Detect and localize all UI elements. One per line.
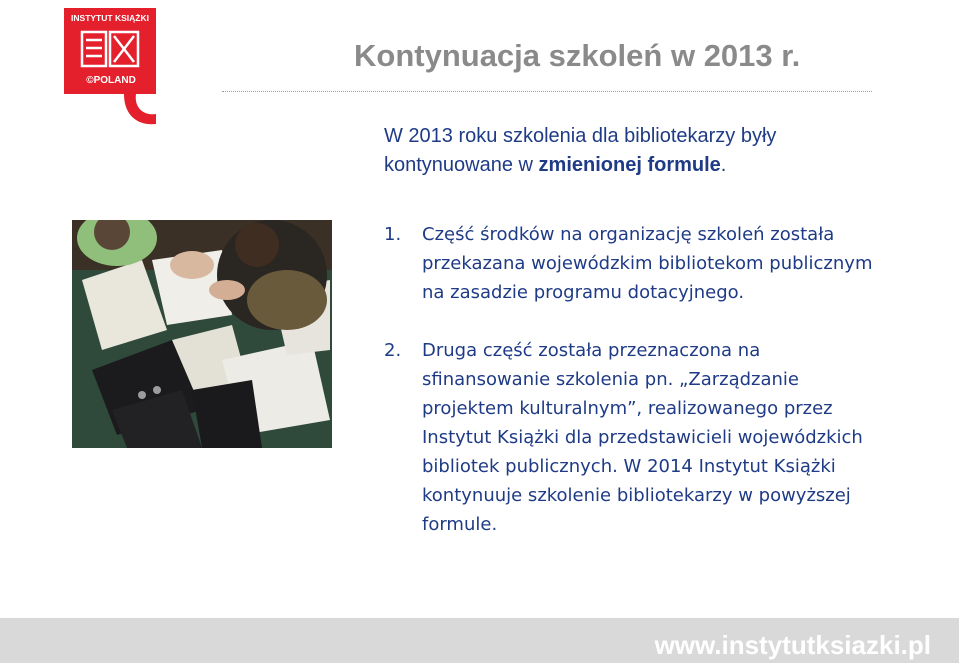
slide-title: Kontynuacja szkoleń w 2013 r.	[354, 38, 801, 73]
intro-text-part1: W 2013 roku szkolenia dla bibliotekarzy były kontynuowane w	[384, 125, 777, 176]
title-divider	[222, 91, 872, 92]
intro-text-part2: .	[720, 154, 727, 176]
footer-bar	[0, 618, 959, 663]
footer-url: www.instytutksiazki.pl	[654, 630, 931, 660]
list-item-number: 1.	[384, 224, 402, 245]
numbered-list	[384, 220, 874, 539]
intro-paragraph	[384, 122, 844, 180]
instytut-ksiazki-logo	[64, 8, 156, 132]
workshop-photo	[72, 220, 332, 448]
logo-graphic	[64, 8, 156, 132]
list-item-text: Część środków na organizację szkoleń została przekazana wojewódzkim bibliotekom publicznym na zasadzie programu dotacyjnego.	[422, 224, 873, 303]
logo-text-bottom: ©POLAND	[86, 75, 136, 86]
list-item	[384, 220, 874, 307]
intro-text-bold: zmienionej formule	[538, 154, 721, 176]
list-item-text: Druga część została przeznaczona na sfinansowanie szkolenia pn. „Zarządzanie projektem kulturalnym”, realizowanego przez Instytut Książki dla przedstawicieli wojewódzkich bibliotek publicznych. W 2014 Instytut Książki kontynuuje szkolenie bibliotekarzy w powyższej formule.	[422, 340, 863, 535]
logo-hook-shape	[124, 94, 156, 124]
list-item	[384, 336, 874, 539]
workshop-photo-image	[72, 220, 332, 448]
logo-text-top: INSTYTUT KSIĄŻKI	[71, 13, 149, 23]
list-item-number: 2.	[384, 340, 402, 361]
